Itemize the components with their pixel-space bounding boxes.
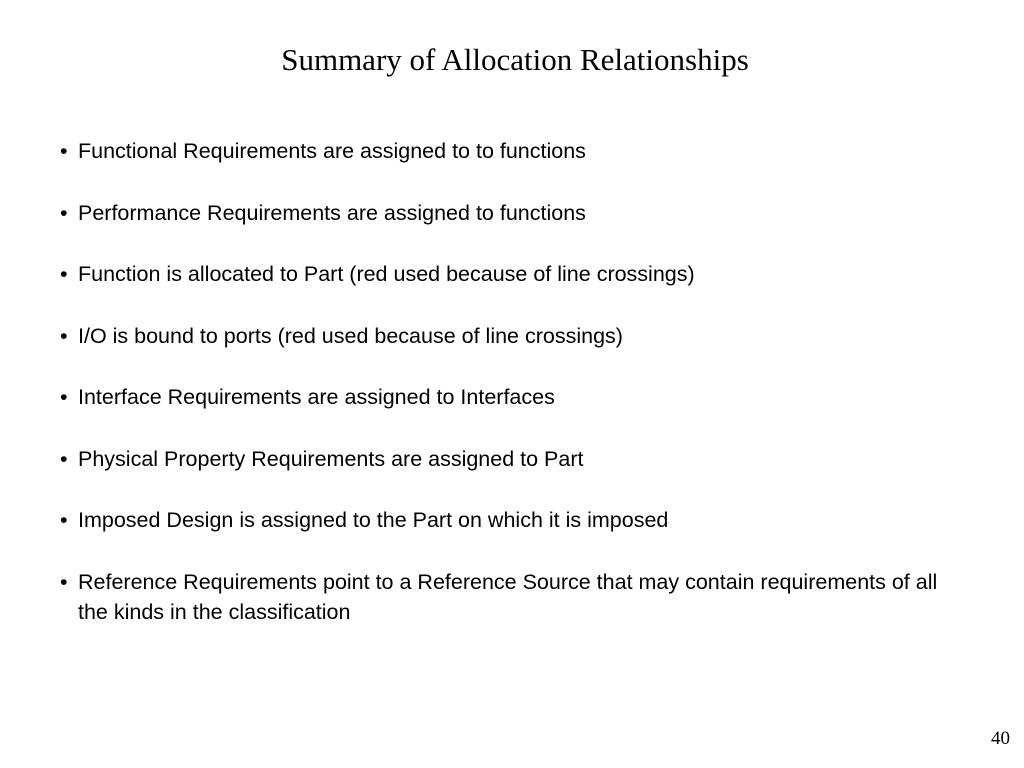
slide-title: Summary of Allocation Relationships bbox=[281, 42, 749, 77]
bullet-text: I/O is bound to ports (red used because of line crossings) bbox=[78, 323, 623, 348]
bullet-text: Interface Requirements are assigned to Interfaces bbox=[78, 385, 555, 409]
bullet-text: Performance Requirements are assigned to functions bbox=[78, 200, 586, 225]
bullet-item bbox=[60, 136, 960, 166]
bullet-text: Functional Requirements are assigned to to functions bbox=[78, 139, 586, 163]
bullet-list bbox=[60, 136, 960, 658]
bullet-item bbox=[60, 567, 960, 627]
bullet-item bbox=[60, 444, 960, 474]
bullet-text: Imposed Design is assigned to the Part on which it is imposed bbox=[78, 508, 669, 532]
bullet-text: Reference Requirements point to a Reference Source that may contain requirements of all the kinds in the classification bbox=[78, 569, 938, 624]
bullet-dot: • bbox=[60, 200, 68, 225]
bullet-item bbox=[60, 198, 960, 228]
page-number: 40 bbox=[991, 728, 1010, 749]
bullet-text: Function is allocated to Part (red used because of line crossings) bbox=[78, 262, 695, 286]
bullet-dot: • bbox=[60, 569, 68, 594]
bullet-item bbox=[60, 382, 960, 412]
bullet-dot: • bbox=[60, 385, 68, 409]
bullet-dot: • bbox=[60, 262, 68, 286]
bullet-dot: • bbox=[60, 139, 68, 163]
bullet-item bbox=[60, 321, 960, 351]
bullet-item bbox=[60, 259, 960, 289]
bullet-dot: • bbox=[60, 508, 68, 532]
bullet-dot: • bbox=[60, 446, 68, 471]
bullet-text: Physical Property Requirements are assigned to Part bbox=[78, 446, 584, 471]
bullet-dot: • bbox=[60, 323, 68, 348]
bullet-item bbox=[60, 505, 960, 535]
